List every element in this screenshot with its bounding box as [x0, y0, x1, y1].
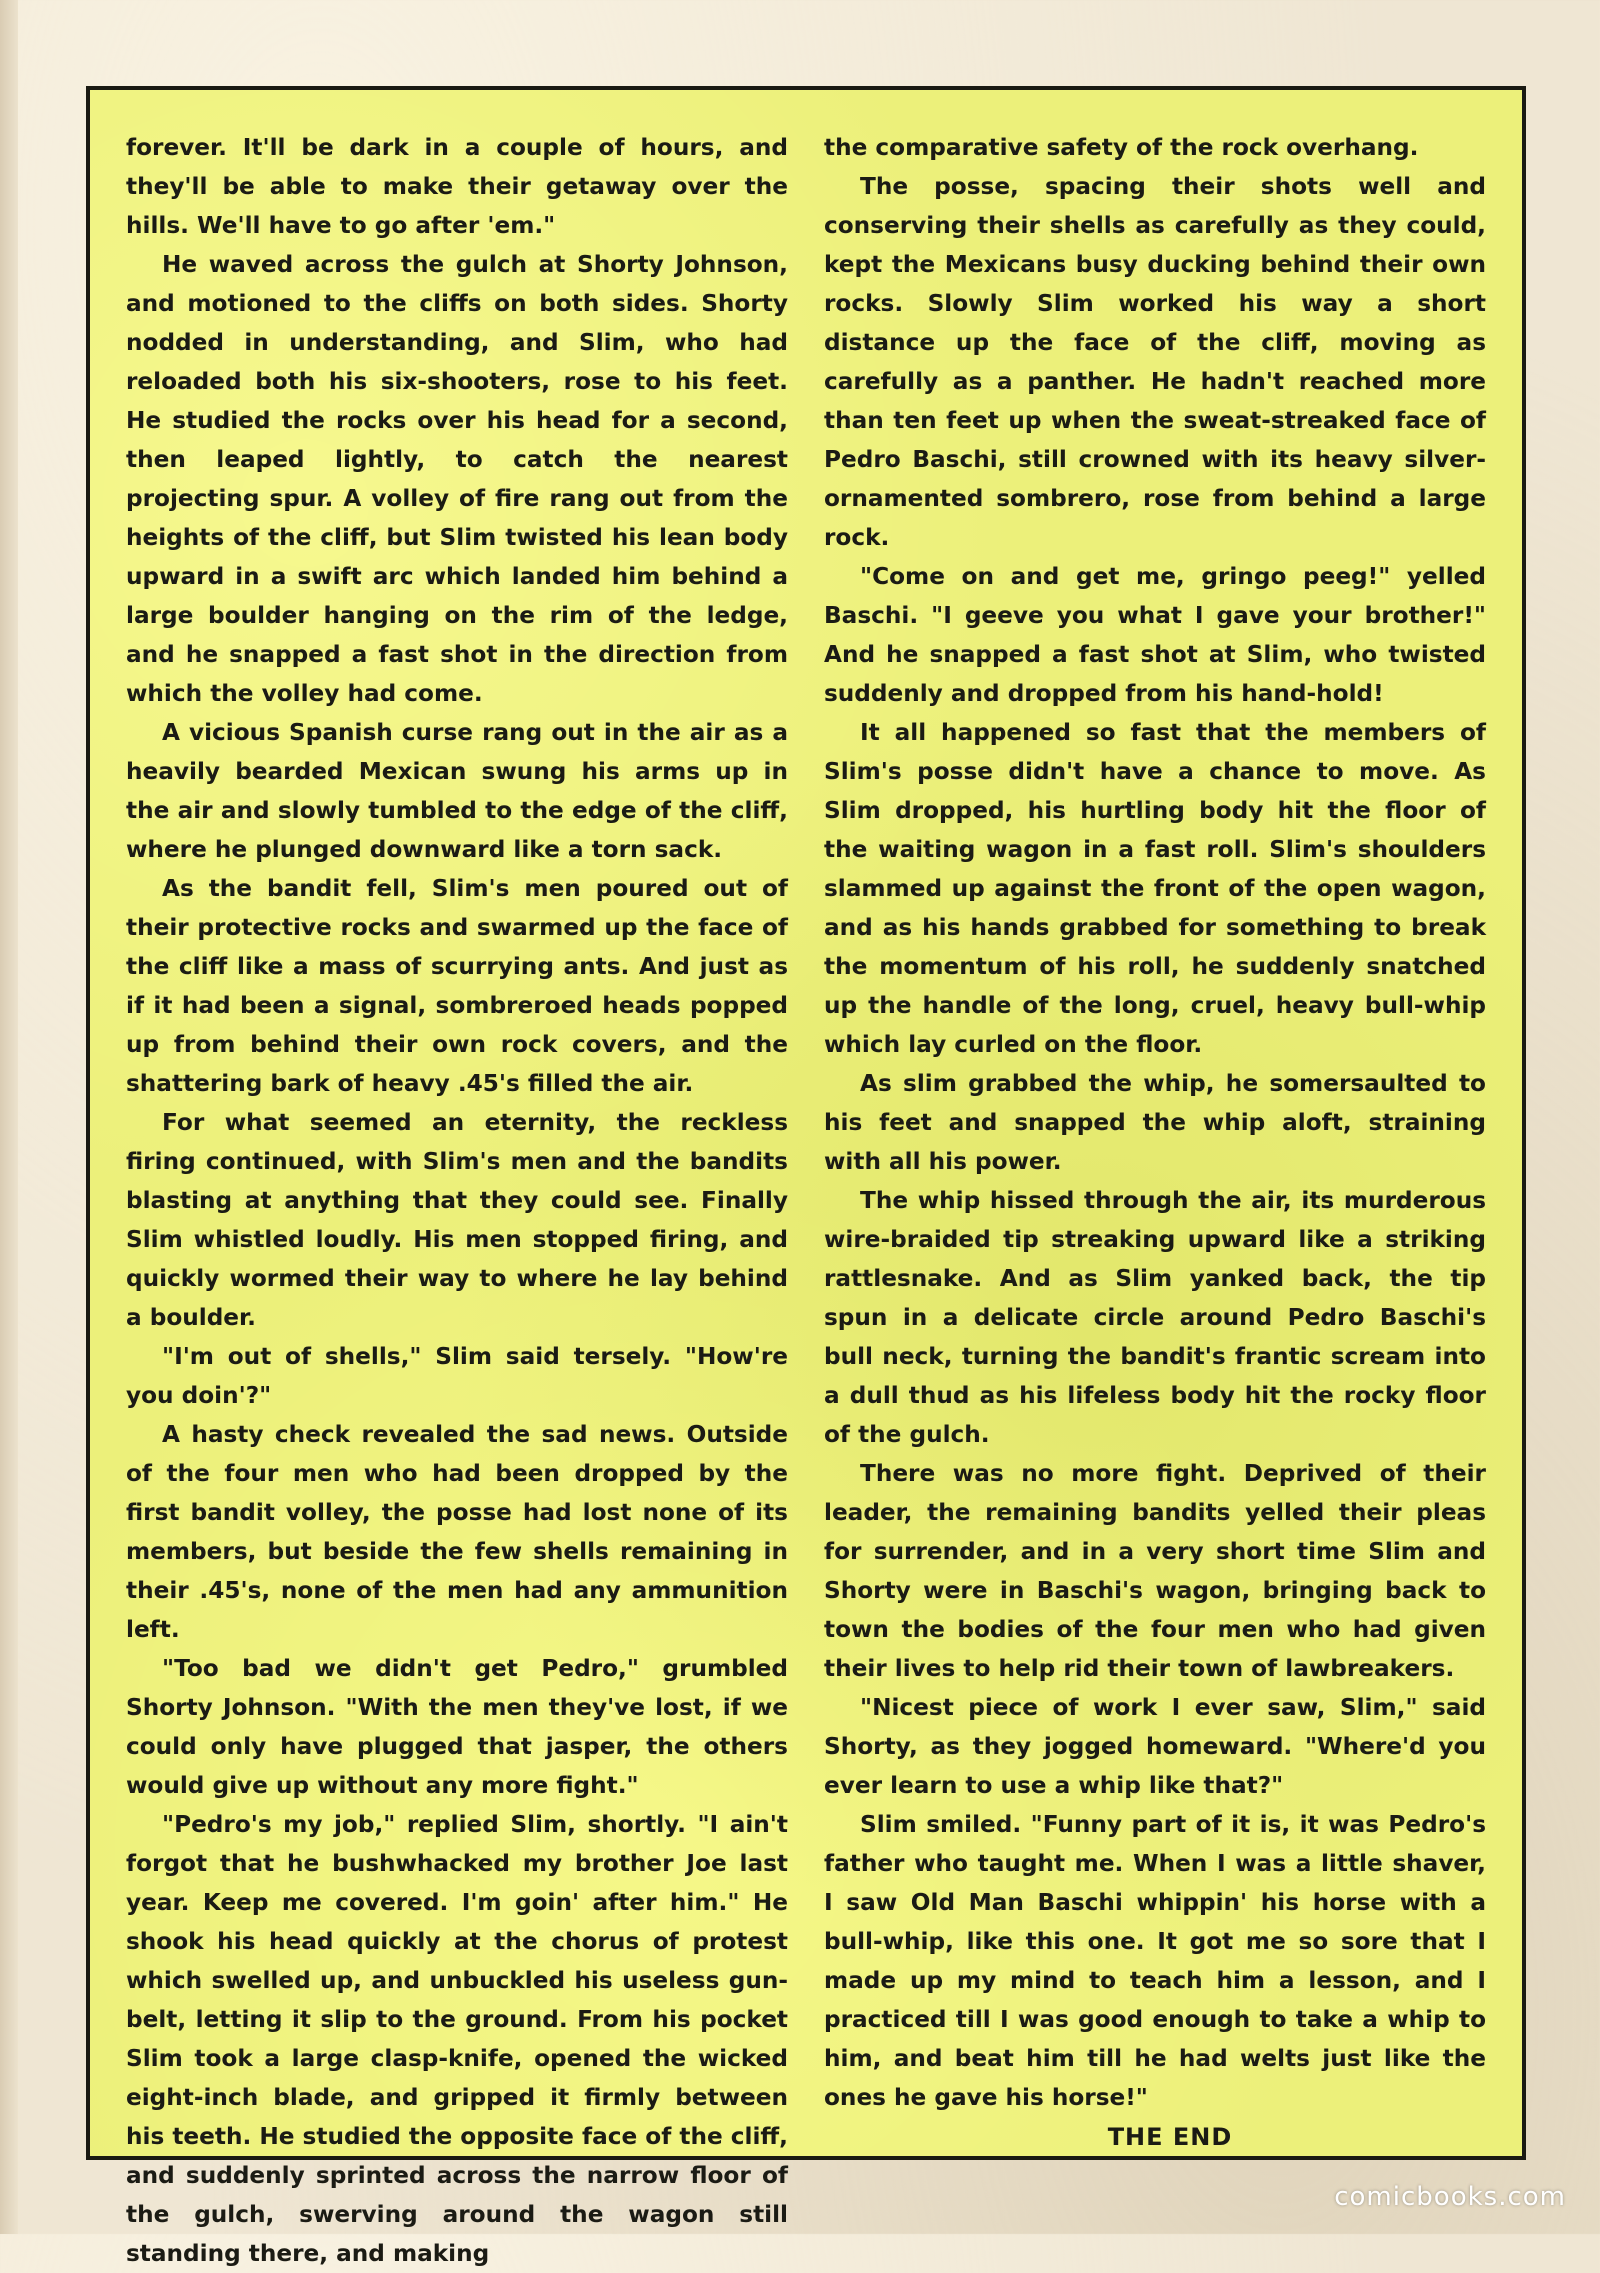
- left-column: [126, 128, 788, 2267]
- paragraph: Slim smiled. "Funny part of it is, it was Pedro's father who taught me. When I was a little shaver, I saw Old Man Baschi whippin' his horse with a bull-whip, like this one. It got me so sore that I made up my mind to teach him a lesson, and I practiced till I was good enough to take a whip to him, and beat him till he had welts just like the ones he gave his horse!": [824, 1811, 1486, 2111]
- paragraph: It all happened so fast that the members of Slim's posse didn't have a chance to move. As Slim dropped, his hurtling body hit the floor of the waiting wagon in a fast roll. Slim's shoulders slammed up against the front of the open wagon, and as his hands grabbed for something to break the momentum of his roll, he suddenly snatched up the handle of the long, cruel, heavy bull-whip which lay curled on the floor.: [824, 719, 1486, 1058]
- paragraph: The whip hissed through the air, its murderous wire-braided tip streaking upward like a striking rattlesnake. And as Slim yanked back, the tip spun in a delicate circle around Pedro Baschi's bull neck, turning the bandit's frantic scream into a dull thud as his lifeless body hit the rocky floor of the gulch.: [824, 1187, 1486, 1448]
- paragraph: For what seemed an eternity, the reckless firing continued, with Slim's men and the bandits blasting at anything that they could see. Finally Slim whistled loudly. His men stopped firing, and quickly wormed their way to where he lay behind a boulder.: [126, 1109, 788, 1331]
- right-column: [824, 128, 1486, 2151]
- paragraph: "Come on and get me, gringo peeg!" yelled Baschi. "I geeve you what I gave your brother!" And he snapped a fast shot at Slim, who twisted suddenly and dropped from his hand-hold!: [824, 563, 1486, 707]
- end-label: THE END: [1107, 2123, 1233, 2151]
- paragraph: As slim grabbed the whip, he somersaulted to his feet and snapped the whip aloft, straining with all his power.: [824, 1070, 1486, 1175]
- paragraph: "I'm out of shells," Slim said tersely. "How're you doin'?": [126, 1343, 788, 1409]
- paragraph: "Too bad we didn't get Pedro," grumbled Shorty Johnson. "With the men they've lost, if we could only have plugged that jasper, the others would give up without any more fight.": [126, 1655, 788, 1799]
- paragraph: "Nicest piece of work I ever saw, Slim," said Shorty, as they jogged homeward. "Where'd you ever learn to use a whip like that?": [824, 1694, 1486, 1799]
- page-binding-edge: [0, 0, 18, 2234]
- paragraph: The posse, spacing their shots well and conserving their shells as carefully as they could, kept the Mexicans busy ducking behind their own rocks. Slowly Slim worked his way a short distance up the face of the cliff, moving as carefully as a panther. He hadn't reached more than ten feet up when the sweat-streaked face of Pedro Baschi, still crowned with its heavy silver-ornamented sombrero, rose from behind a large rock.: [824, 173, 1486, 551]
- paragraph: A hasty check revealed the sad news. Outside of the four men who had been dropped by the first bandit volley, the posse had lost none of its members, but beside the few shells remaining in their .45's, none of the men had any ammunition left.: [126, 1421, 788, 1643]
- paragraph: He waved across the gulch at Shorty Johnson, and motioned to the cliffs on both sides. Shorty nodded in understanding, and Slim, who had reloaded both his six-shooters, rose to his feet. He studied the rocks over his head for a second, then leaped lightly, to catch the nearest projecting spur. A volley of fire rang out from the heights of the cliff, but Slim twisted his lean body upward in a swift arc which landed him behind a large boulder hanging on the rim of the ledge, and he snapped a fast shot in the direction from which the volley had come.: [126, 251, 788, 707]
- paragraph: There was no more fight. Deprived of their leader, the remaining bandits yelled their pleas for surrender, and in a very short time Slim and Shorty were in Baschi's wagon, bringing back to town the bodies of the four men who had given their lives to help rid their town of lawbreakers.: [824, 1460, 1486, 1682]
- paragraph: "Pedro's my job," replied Slim, shortly. "I ain't forgot that he bushwhacked my brother Joe last year. Keep me covered. I'm goin' after him." He shook his head quickly at the chorus of protest which swelled up, and unbuckled his useless gun-belt, letting it slip to the ground. From his pocket Slim took a large clasp-knife, opened the wicked eight-inch blade, and gripped it firmly between his teeth. He studied the opposite face of the cliff, and suddenly sprinted across the narrow floor of the gulch, swerving around the wagon still standing there, and making: [126, 1811, 788, 2267]
- paragraph: A vicious Spanish curse rang out in the air as a heavily bearded Mexican swung his arms up in the air and slowly tumbled to the edge of the cliff, where he plunged downward like a torn sack.: [126, 719, 788, 863]
- paragraph: forever. It'll be dark in a couple of hours, and they'll be able to make their getaway over the hills. We'll have to go after 'em.": [126, 134, 788, 239]
- paragraph: the comparative safety of the rock overhang.: [824, 134, 1419, 161]
- paragraph: As the bandit fell, Slim's men poured out of their protective rocks and swarmed up the face of the cliff like a mass of scurrying ants. And just as if it had been a signal, sombreroed heads popped up from behind their own rock covers, and the shattering bark of heavy .45's filled the air.: [126, 875, 788, 1097]
- site-watermark: comicbooks.com: [1334, 2182, 1566, 2212]
